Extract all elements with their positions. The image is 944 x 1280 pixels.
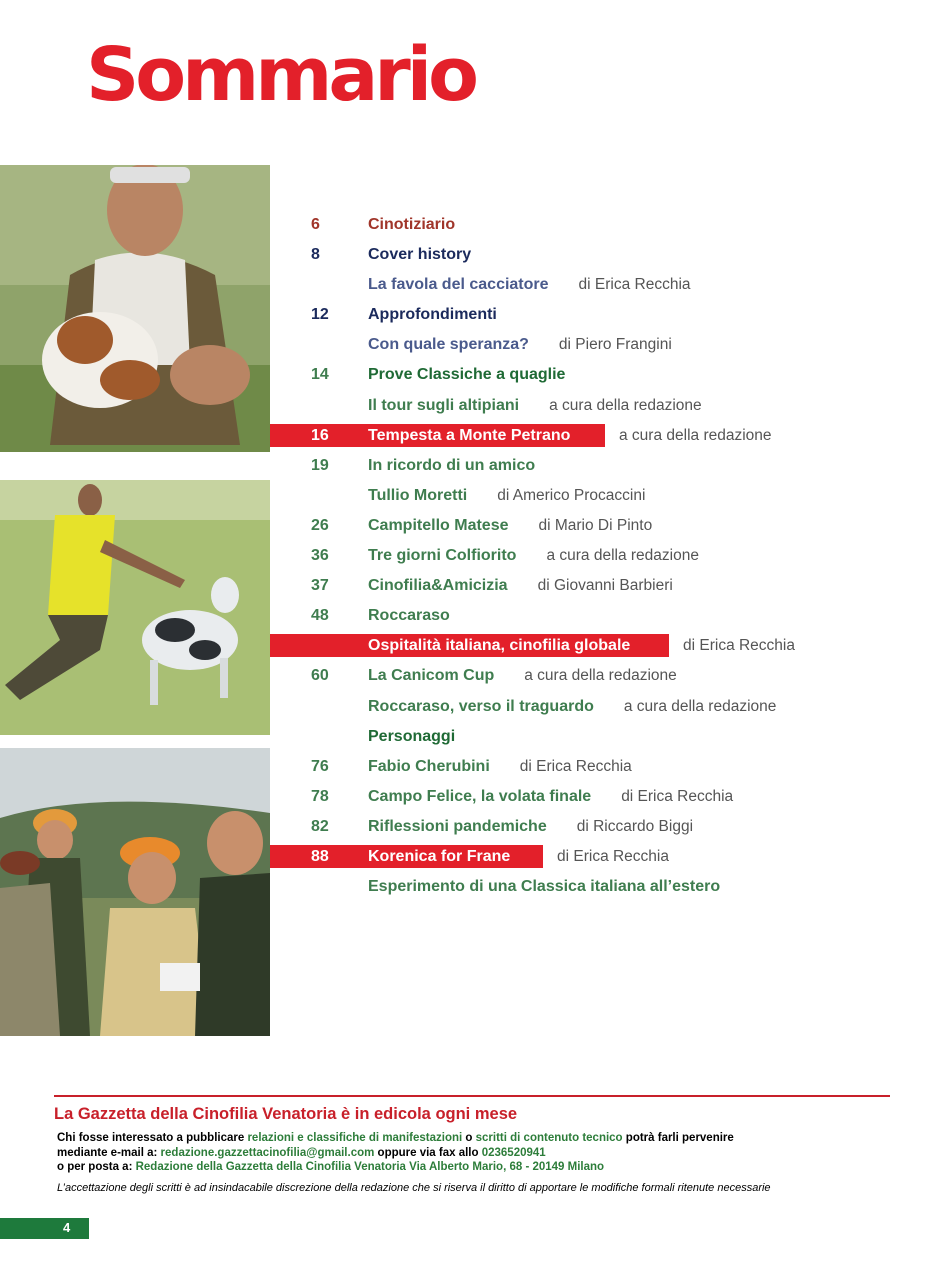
toc-title: Korenica for Frane bbox=[368, 847, 511, 865]
toc-page-number: 60 bbox=[311, 667, 329, 685]
toc-entry[interactable] bbox=[0, 391, 944, 421]
toc-page-number: 16 bbox=[311, 426, 329, 444]
footer-note: L’accettazione degli scritti è ad insindacabile discrezione della redazione che si riserva il diritto di apportare le modifiche formali ritenute necessarie bbox=[57, 1182, 771, 1194]
toc-entry[interactable] bbox=[0, 782, 944, 812]
toc-entry[interactable] bbox=[0, 300, 944, 330]
toc-author: di Giovanni Barbieri bbox=[537, 577, 673, 595]
toc-entry[interactable] bbox=[0, 511, 944, 541]
page-number-box bbox=[0, 1218, 89, 1239]
toc-title: Roccaraso, verso il traguardo bbox=[368, 697, 594, 715]
toc-title: Approfondimenti bbox=[368, 306, 497, 324]
toc-title: In ricordo di un amico bbox=[368, 456, 536, 474]
toc-entry[interactable] bbox=[0, 631, 944, 661]
toc-author: di Mario Di Pinto bbox=[538, 516, 653, 534]
toc-page-number: 8 bbox=[311, 246, 320, 264]
toc-title: Il tour sugli altipiani bbox=[368, 396, 520, 414]
toc-title: Riflessioni pandemiche bbox=[368, 817, 547, 835]
fax-number: 0236520941 bbox=[481, 1147, 546, 1159]
toc-entry[interactable] bbox=[0, 842, 944, 872]
toc-entry[interactable] bbox=[0, 722, 944, 752]
toc-title: Con quale speranza? bbox=[368, 336, 529, 354]
postal-address: Redazione della Gazzetta della Cinofilia Venatoria Via Alberto Mario, 68 - 20149 Milano bbox=[135, 1161, 605, 1173]
toc-entry[interactable] bbox=[0, 330, 944, 360]
page-number: 4 bbox=[63, 1220, 71, 1235]
toc-entry[interactable] bbox=[0, 692, 944, 722]
toc-entry[interactable] bbox=[0, 240, 944, 270]
table-of-contents bbox=[0, 210, 944, 902]
toc-author: di Erica Recchia bbox=[683, 637, 795, 655]
toc-title: Ospitalità italiana, cinofilia globale bbox=[368, 637, 631, 655]
toc-entry[interactable] bbox=[0, 541, 944, 571]
toc-title: Fabio Cherubini bbox=[368, 757, 490, 775]
toc-page-number: 88 bbox=[311, 847, 329, 865]
toc-page-number: 48 bbox=[311, 607, 329, 625]
toc-title: Tullio Moretti bbox=[368, 486, 468, 504]
toc-author: a cura della redazione bbox=[549, 396, 702, 414]
toc-entry[interactable] bbox=[0, 812, 944, 842]
toc-entry[interactable] bbox=[0, 571, 944, 601]
toc-entry[interactable] bbox=[0, 601, 944, 631]
toc-page-number: 82 bbox=[311, 817, 329, 835]
toc-title: Tempesta a Monte Petrano bbox=[368, 426, 571, 444]
toc-title: Cover history bbox=[368, 246, 472, 264]
toc-entry[interactable] bbox=[0, 872, 944, 902]
toc-author: di Piero Frangini bbox=[558, 336, 672, 354]
editorial-email-link[interactable]: redazione.gazzettacinofilia@gmail.com bbox=[160, 1147, 375, 1159]
footer-line-3: o per posta a: Redazione della Gazzetta della Cinofilia Venatoria Via Alberto Mario, 68 - 20149 Milano bbox=[57, 1161, 605, 1173]
footer-line-1: Chi fosse interessato a pubblicare relazioni e classifiche di manifestazioni o scritti di contenuto tecnico potrà farli pervenire bbox=[57, 1132, 734, 1144]
toc-author: a cura della redazione bbox=[524, 667, 677, 685]
toc-title: La favola del cacciatore bbox=[368, 276, 549, 294]
toc-title: Campo Felice, la volata finale bbox=[368, 787, 592, 805]
toc-entry[interactable] bbox=[0, 360, 944, 390]
toc-page-number: 14 bbox=[311, 366, 329, 384]
toc-page-number: 76 bbox=[311, 757, 329, 775]
toc-title: Cinofilia&Amicizia bbox=[368, 577, 508, 595]
toc-author: a cura della redazione bbox=[546, 547, 699, 565]
toc-entry[interactable] bbox=[0, 451, 944, 481]
toc-title: Tre giorni Colfiorito bbox=[368, 547, 517, 565]
toc-title: Cinotiziario bbox=[368, 216, 456, 233]
toc-title: La Canicom Cup bbox=[368, 667, 495, 685]
toc-author: di Erica Recchia bbox=[621, 787, 734, 805]
toc-page-number: 12 bbox=[311, 306, 329, 324]
toc-page-number: 19 bbox=[311, 456, 329, 474]
toc-author: di Riccardo Biggi bbox=[576, 817, 694, 835]
toc-title: Campitello Matese bbox=[368, 516, 509, 534]
toc-title: Prove Classiche a quaglie bbox=[368, 366, 566, 384]
toc-title: Roccaraso bbox=[368, 607, 450, 625]
footer-line-2: mediante e-mail a: redazione.gazzettacinofilia@gmail.com oppure via fax allo 0236520941 bbox=[57, 1147, 546, 1159]
toc-page-number: 36 bbox=[311, 547, 329, 565]
toc-author: a cura della redazione bbox=[623, 697, 777, 715]
footer-title: La Gazzetta della Cinofilia Venatoria è in edicola ogni mese bbox=[54, 1105, 518, 1123]
toc-author: di Erica Recchia bbox=[557, 847, 669, 865]
footer-info bbox=[54, 1095, 890, 1194]
page-title: Sommario bbox=[86, 32, 475, 118]
toc-title: Esperimento di una Classica italiana all’estero bbox=[368, 878, 721, 896]
toc-entry[interactable] bbox=[0, 752, 944, 782]
toc-entry[interactable] bbox=[0, 270, 944, 300]
toc-entry[interactable] bbox=[0, 481, 944, 511]
toc-page-number: 37 bbox=[311, 577, 329, 595]
toc-page-number: 78 bbox=[311, 787, 329, 805]
toc-page-number: 26 bbox=[311, 516, 329, 534]
toc-entry[interactable] bbox=[0, 210, 944, 240]
toc-title: Personaggi bbox=[368, 727, 456, 745]
toc-author: di Erica Recchia bbox=[578, 276, 691, 294]
toc-author: di Erica Recchia bbox=[519, 757, 632, 775]
toc-author: di Americo Procaccini bbox=[497, 486, 646, 504]
toc-page-number: 6 bbox=[311, 216, 320, 233]
toc-author: a cura della redazione bbox=[619, 426, 772, 444]
toc-entry[interactable] bbox=[0, 661, 944, 691]
toc-entry[interactable] bbox=[0, 421, 944, 451]
